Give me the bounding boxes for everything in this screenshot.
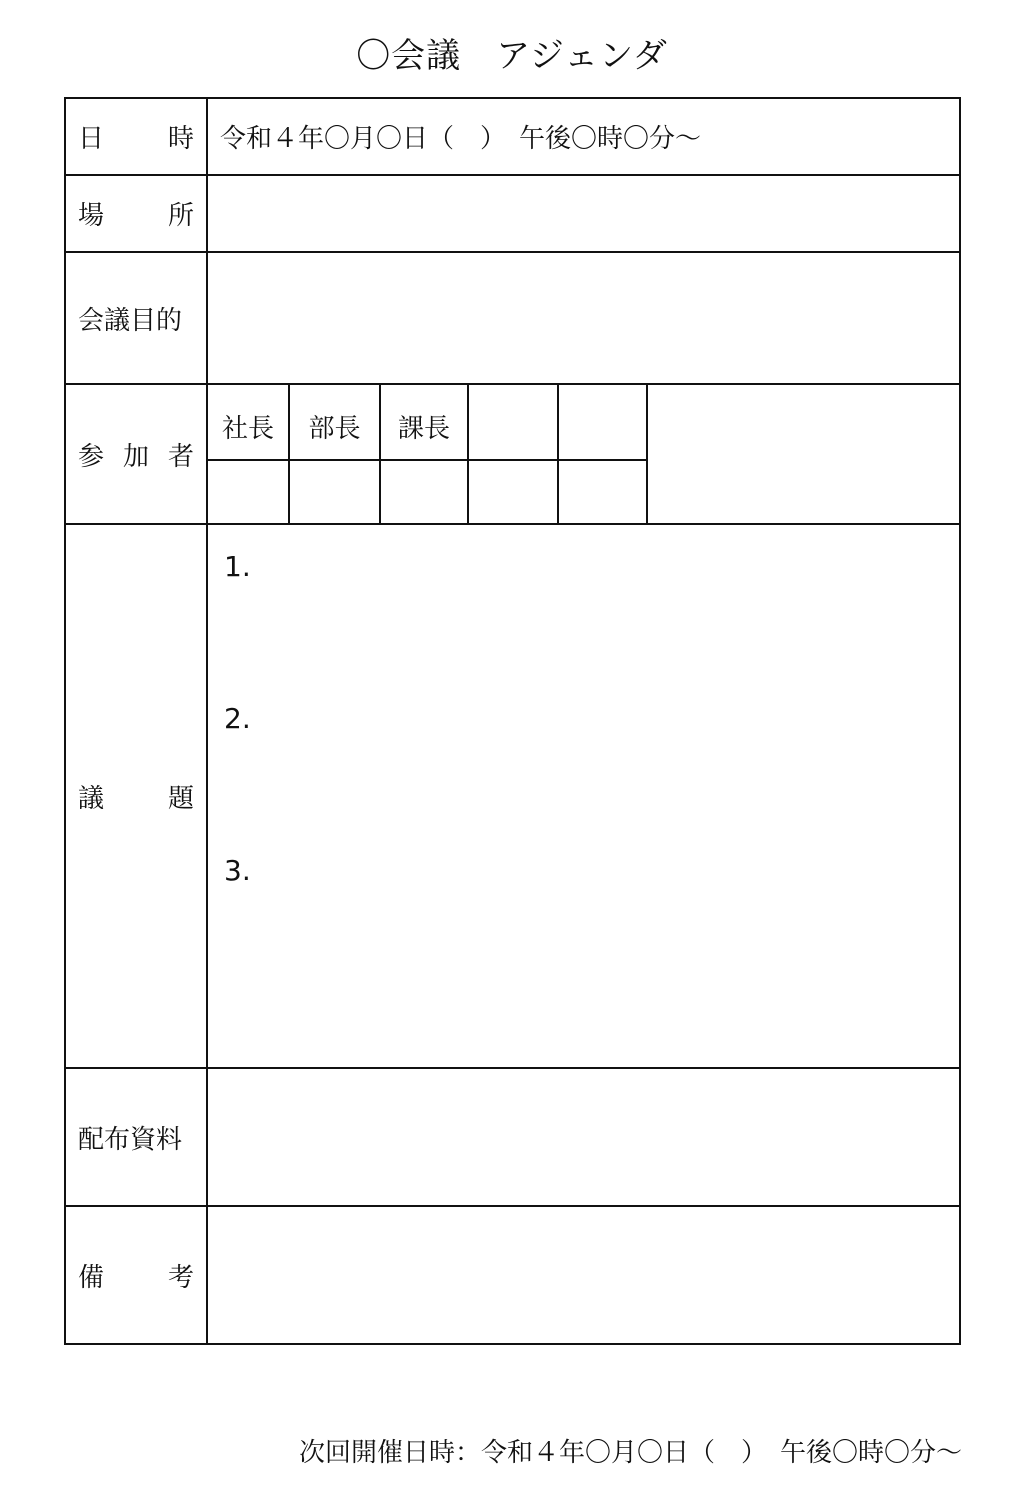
agenda-item[interactable]: 1.: [224, 550, 251, 583]
purpose-value[interactable]: [220, 253, 950, 383]
attendees-label-char: 加: [122, 441, 149, 472]
attendees-grid-divider: [206, 459, 647, 461]
document-title: 〇会議 アジェンダ: [356, 36, 668, 76]
place-label-char: 場: [78, 201, 105, 231]
row-divider: [64, 383, 961, 385]
datetime-value[interactable]: 令和４年〇月〇日（ ） 午後〇時〇分～: [220, 124, 702, 154]
attendees-grid-divider: [646, 383, 648, 524]
place-label: [78, 176, 194, 251]
attendees-label-char: 者: [167, 441, 194, 472]
agenda-item[interactable]: 3.: [224, 854, 251, 887]
datetime-label-char: 日: [78, 124, 105, 154]
remarks-label-char: 備: [78, 1263, 105, 1293]
remarks-value[interactable]: [220, 1207, 950, 1344]
topics-label-char: 題: [167, 783, 194, 814]
attendees-grid-divider: [288, 383, 290, 524]
row-divider: [64, 523, 961, 525]
datetime-label-char: 時: [167, 124, 194, 154]
topics-label: [78, 525, 194, 1067]
topics-label-char: 議: [78, 783, 105, 814]
label-column-divider: [206, 97, 208, 1345]
datetime-label: [78, 99, 194, 174]
place-value[interactable]: [220, 176, 950, 251]
next-meeting-datetime: 次回開催日時：令和４年〇月〇日（ ） 午後〇時〇分～: [298, 1438, 962, 1468]
attendees-grid-divider: [557, 383, 559, 524]
attendees-grid-divider: [379, 383, 381, 524]
materials-label: 配布資料: [78, 1124, 183, 1155]
attendees-grid-divider: [467, 383, 469, 524]
attendees-label-char: 参: [78, 441, 105, 472]
agenda-item[interactable]: 2.: [224, 702, 251, 735]
remarks-label: [78, 1207, 194, 1344]
place-label-char: 所: [167, 201, 194, 231]
purpose-label: 会議目的: [78, 305, 183, 336]
attendee-role-cell: 課長: [397, 414, 450, 444]
attendee-role-cell: 部長: [308, 414, 361, 444]
attendees-label: [78, 385, 194, 523]
remarks-label-char: 考: [167, 1263, 194, 1293]
attendee-role-cell: 社長: [221, 414, 274, 444]
materials-value[interactable]: [220, 1069, 950, 1205]
